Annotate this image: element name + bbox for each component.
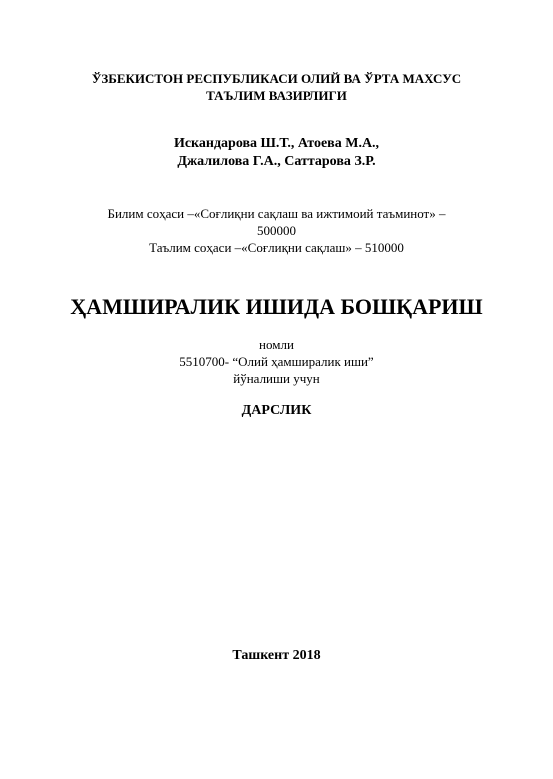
direction-code-line: 5510700- “Олий ҳамширалик иши”	[179, 354, 374, 369]
knowledge-field-line-1: Билим соҳаси –«Соғлиқни сақлаш ва ижтимоий таъминот» –	[107, 206, 446, 221]
ministry-name-line-2: ТАЪЛИМ ВАЗИРЛИГИ	[206, 88, 347, 103]
document-type: ДАРСЛИК	[241, 403, 312, 418]
direction-named: номли	[259, 337, 294, 352]
ministry-name-line-1: ЎЗБЕКИСТОН РЕСПУБЛИКАСИ ОЛИЙ ВА ЎРТА МАХСУС	[91, 71, 462, 86]
education-field-line: Таълим соҳаси –«Соғлиқни сақлаш» – 510000	[149, 240, 404, 255]
city-year: Ташкент 2018	[232, 648, 321, 663]
authors-line-1: Искандарова Ш.Т., Атоева М.А.,	[173, 136, 380, 151]
authors-line-2: Джалилова Г.А., Саттарова З.Р.	[177, 154, 376, 169]
document-title: ҲАМШИРАЛИК ИШИДА БОШҚАРИШ	[70, 294, 483, 319]
knowledge-field-line-2: 500000	[257, 223, 296, 238]
direction-for-line: йўналиши учун	[233, 371, 320, 386]
